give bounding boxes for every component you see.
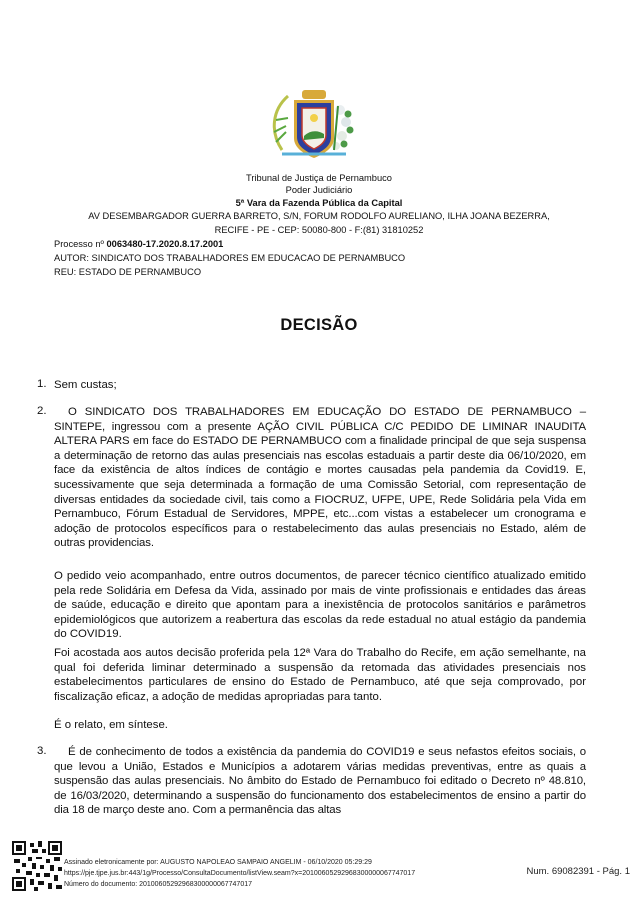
defendant-line: REU: ESTADO DE PERNAMBUCO — [54, 267, 202, 277]
paragraph: O pedido veio acompanhado, entre outros documentos, de parecer técnico científico atualizado emitido pela rede Solidária em Defesa da Vida, assinado por mais de vinte profissionais e entidades das áreas de saúde, educação e direito que apontam para a inexistência de protocolos sanitários e parâmetros epidemiológicos que autorizem a reabertura das escolas da rede estadual no atual estágio da pandemia do COVID19. — [54, 570, 586, 641]
court-coat-of-arms-logo — [262, 88, 366, 162]
paragraph: É o relato, em síntese. — [54, 719, 168, 731]
item-text: É de conhecimento de todos a existência da pandemia do COVID19 e seus nefastos efeitos sociais, o que levou a União, Estados e Municípios a adotarem várias medidas preventivas, entre as quais a suspensão das aulas presenciais. No âmbito do Estado de Pernambuco foi editado o Decreto nº 48.810, de 16/03/2020, determinando a suspensão do funcionamento dos estabelecimentos de ensino a partir do dia 18 de março deste ano. Com a permanência das altas — [54, 746, 586, 817]
court-city-contact: RECIFE - PE - CEP: 50080-800 - F:(81) 31810252 — [214, 225, 424, 235]
document-title: DECISÃO — [280, 316, 358, 334]
document-number: Número do documento: 20100605292968300000067747017 — [64, 881, 252, 888]
item-text: O SINDICATO DOS TRABALHADORES EM EDUCAÇÃO DO ESTADO DE PERNAMBUCO – SINTEPE, ingressou com a presente AÇÃO CIVIL PÚBLICA C/C PEDIDO DE LIMINAR INAUDITA ALTERA PARS em face do ESTADO DE PERNAMBUCO com a finalidade principal de que seja suspensa a determinação de retorno das aulas presenciais nas escolas estaduais a partir deste dia 06/10/2020, em face da existência de altos índices de contágio e mortes causadas pela pandemia da Covid19. E, sucessivamente que seja determinada a formação de uma Comissão Setorial, com representação de diversas entidades da sociedade civil, tais como a FIOCRUZ, UFPE, UPE, Rede Solidária pela Vida em Pernambuco, Fórum Estadual de Servidores, MPPE, etc...com vistas a estabelecer um cronograma e adoção de protocolos específicos para o restabelecimento das aulas presenciais no Estado, além de outras providencias. — [54, 406, 586, 550]
item-number: 1. — [37, 378, 47, 390]
signature-line: Assinado eletronicamente por: AUGUSTO NAPOLEAO SAMPAIO ANGELIM - 06/10/2020 05:29:29 — [64, 859, 372, 866]
item-text: Sem custas; — [54, 379, 117, 391]
court-division: 5ª Vara da Fazenda Pública da Capital — [235, 198, 403, 208]
item-number: 2. — [37, 405, 47, 417]
court-name: Tribunal de Justiça de Pernambuco — [246, 173, 392, 183]
qr-code-icon — [12, 841, 62, 891]
paragraph: Foi acostada aos autos decisão proferida pela 12ª Vara do Trabalho do Recife, em ação semelhante, na qual foi deferida liminar determinado a suspensão da retomada das atividades presenciais nos estabelecimentos particulares de ensino do Estado de Pernambuco, até que seja comprovado, por fiscalização eficaz, a adoção de medidas apropriadas para tanto. — [54, 647, 586, 703]
process-label: Processo nº — [54, 239, 107, 249]
document-url[interactable]: https://pje.tjpe.jus.br:443/1g/Processo/ConsultaDocumento/listView.seam?x=20100605292968300000067747017 — [64, 870, 416, 877]
process-line — [54, 238, 223, 250]
author-line: AUTOR: SINDICATO DOS TRABALHADORES EM EDUCACAO DE PERNAMBUCO — [54, 253, 406, 263]
item-number: 3. — [37, 745, 47, 757]
judiciary-label: Poder Judiciário — [285, 185, 353, 195]
process-number: 0063480-17.2020.8.17.2001 — [106, 239, 224, 249]
page-number: Num. 69082391 - Pág. 1 — [526, 866, 630, 877]
court-address: AV DESEMBARGADOR GUERRA BARRETO, S/N, FORUM RODOLFO AURELIANO, ILHA JOANA BEZERRA, — [88, 211, 550, 221]
